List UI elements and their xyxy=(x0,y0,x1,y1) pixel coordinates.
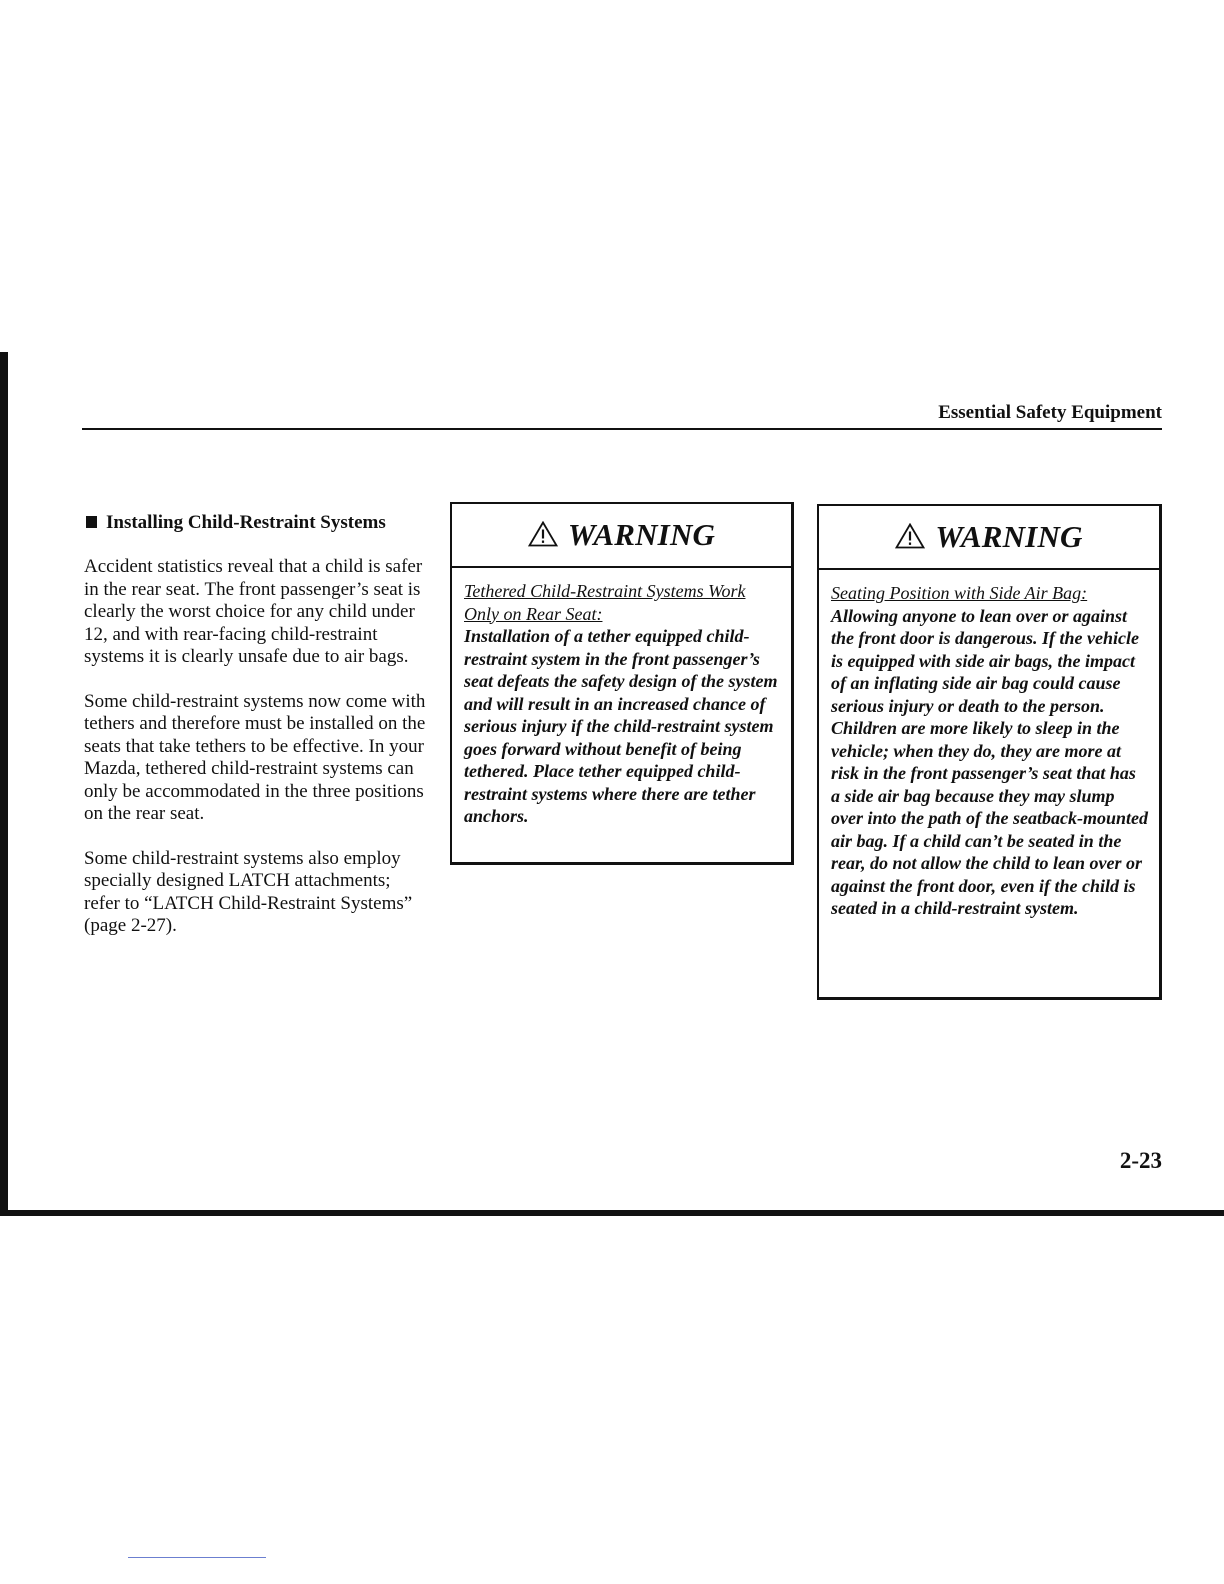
section-heading-text: Installing Child-Restraint Systems xyxy=(106,512,386,533)
body-paragraph: Some child-restraint systems also employ specially designed LATCH attachments; refer to “LATCH Child-Restraint Systems” (page 2-27). xyxy=(84,847,413,936)
footer-underline xyxy=(128,1557,266,1558)
page-bottom-rule xyxy=(0,1210,1224,1216)
body-text-column xyxy=(84,556,430,960)
page-header-title: Essential Safety Equipment xyxy=(938,402,1162,423)
warning-box-tethered xyxy=(450,502,794,865)
bullet-square-icon xyxy=(86,516,97,528)
section-heading xyxy=(86,512,386,534)
page-number: 2-23 xyxy=(1119,1148,1162,1173)
warning-title: WARNING xyxy=(567,517,716,552)
page-edge-bar xyxy=(0,352,8,1216)
warning-triangle-icon xyxy=(528,521,558,547)
warning-title: WARNING xyxy=(935,519,1083,554)
warning-body xyxy=(819,570,1159,920)
body-paragraph: Some child-restraint systems now come with tethers and therefore must be installed on the seats that take tethers to be effective. In your Mazda, tethered child-restraint systems can only be accommodated in the three positions on the rear seat. xyxy=(84,690,426,824)
warning-body xyxy=(452,568,791,828)
warning-subtitle: Tethered Child-Restraint Systems Work Only on Rear Seat: xyxy=(464,581,746,624)
body-paragraph: Accident statistics reveal that a child is safer in the rear seat. The front passenger’s seat is clearly the worst choice for any child under 12, and with rear-facing child-restraint systems it is clearly unsafe due to air bags. xyxy=(84,556,423,667)
warning-text: Allowing anyone to lean over or against the front door is dangerous. If the vehicle is equipped with side air bags, the impact of an inflating side air bag could cause serious injury or death to the person. Children are more likely to sleep in the vehicle; when they do, they are more at risk in the front passenger’s seat that has a side air bag because they may slump over into the path of the seatback-mounted air bag. If a child can’t be seated in the rear, do not allow the child to lean over or against the front door, even if the child is seated in a child-restraint system. xyxy=(831,605,1148,918)
header-divider xyxy=(82,428,1162,430)
warning-subtitle: Seating Position with Side Air Bag: xyxy=(831,583,1088,603)
warning-text: Installation of a tether equipped child-restraint system in the front passenger’s seat defeats the safety design of the system and will result in an increased chance of serious injury if the child-restraint system goes forward without benefit of being tethered. Place tether equipped child-restraint systems where there are tether anchors. xyxy=(464,626,778,826)
warning-triangle-icon xyxy=(895,523,925,549)
warning-header xyxy=(452,504,791,568)
warning-header xyxy=(819,506,1159,570)
warning-box-side-air-bag xyxy=(817,504,1162,1000)
